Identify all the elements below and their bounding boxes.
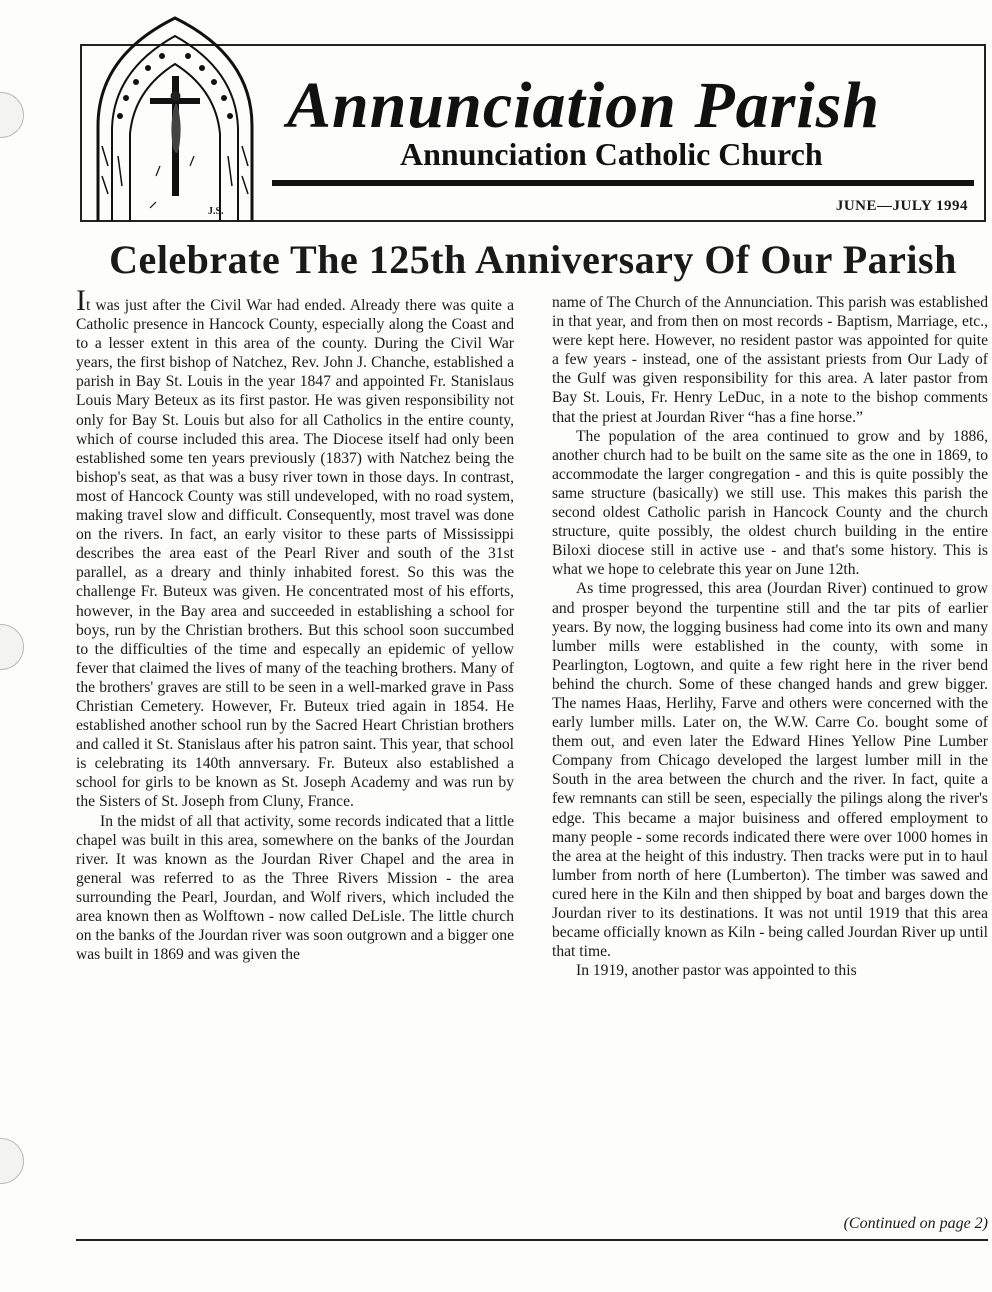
artist-initials: J.S. xyxy=(208,206,224,217)
article-headline: Celebrate The 125th Anniversary Of Our Parish xyxy=(109,237,957,282)
binder-hole xyxy=(0,1138,24,1184)
article-column-left xyxy=(76,284,514,964)
church-window-crucifix-illustration xyxy=(90,16,260,221)
masthead-divider xyxy=(272,180,974,186)
article-column-right xyxy=(552,293,988,980)
article-paragraph: The population of the area continued to grow and by 1886, another church had to be built on the same site as the one in 1869, to accommodate the larger congregation - and this is quite possibly the same structure (basically) we still use. This makes this parish the second oldest Catholic parish in Hancock County and the church structure, quite possibly, the oldest church building in the entire Biloxi diocese still in active use - and that's some history. This is what we hope to celebrate this year on June 12th. xyxy=(552,427,988,579)
bottom-rule xyxy=(76,1239,988,1241)
article-paragraph: In the midst of all that activity, some records indicated that a little chapel was built in this area, somewhere on the banks of the Jourdan river. It was known as the Jourdan River Chapel and the area in general was referred to as the Three Rivers Mission - the area surrounding the Pearl, Jourdan, and Wolf rivers, which included the area known then as Wolftown - now called DeLisle. The little church on the banks of the Jourdan river was soon outgrown and a bigger one was built in 1869 and was given the xyxy=(76,812,514,964)
masthead xyxy=(80,44,986,222)
drop-cap: I xyxy=(76,284,86,317)
article-paragraph: As time progressed, this area (Jourdan River) continued to grow and prosper beyond the turpentine still and the tar pits of earlier years. By now, the logging business had come into its own and many lumber mills were established in the county, with some in Pearlington, Logtown, and quite a few right here in the river bend behind the church. Some of these changed hands and grew bigger. The names Haas, Herlihy, Farve and others were concerned with the early lumber mills. Later on, the W.W. Carre Co. bought some of them out, and even later the Edward Hines Yellow Pine Lumber Company from Chicago developed the largest lumber mill in the South in the area between the church and the river. In fact, quite a few remnants can still be seen, especially the pilings along the river's edge. This became a major buisiness and offered employment to many people - some records indicated there were over 1000 homes in the area at the height of this industry. Then tracks were put in to haul lumber from north of here (Lumberton). The timber was sawed and cured here in the Kiln and then shipped by boat and barges down the Jourdan river to its destinations. It was not until 1919 that this area became officially known as Kiln - being called Jourdan River up until that time. xyxy=(552,580,988,961)
publication-title: Annunciation Parish xyxy=(287,69,881,142)
publication-subtitle: Annunciation Catholic Church xyxy=(400,136,823,172)
binder-hole xyxy=(0,92,24,138)
article-paragraph: name of The Church of the Annunciation. This parish was established in that year, and from then on most records - Baptism, Marriage, etc., were kept here. However, no resident pastor was appointed for quite a few years - instead, one of the assistant priests from Our Lady of the Gulf was given responsibility for this area. A later pastor from Bay St. Louis, Fr. Henry LeDuc, in a note to the bishop comments that the priest at Jourdan River “has a fine horse.” xyxy=(552,294,988,426)
binder-hole xyxy=(0,624,24,670)
article-paragraph: In 1919, another pastor was appointed to this xyxy=(576,962,857,980)
article-paragraph: It was just after the Civil War had ended. Already there was quite a Catholic presence in Hancock County, especially along the Coast and to a lesser extent in this area of the county. During the Civil War years, the first bishop of Natchez, Rev. John J. Chanche, established a parish in Bay St. Louis in the year 1847 and appointed Fr. Stanislaus Louis Mary Beteux as its first pastor. He was given responsibility not only for Bay St. Louis but also for all Catholics in the entire county, which of course included this area. The Diocese itself had only been established some ten years previously (1837) with Natchez being the bishop's seat, as that was a busy river town in those days. In contrast, most of Hancock County was still undeveloped, with no road system, making travel slow and difficult. Consequently, most travel was done on the rivers. In fact, an early visitor to these parts of Mississippi describes the area east of the Pearl River and south of the 31st parallel, as a dreary and thinly inhabited forest. So this was the challenge Fr. Buteux was given. He concentrated most of his efforts, however, in the Bay area and succeeded in establishing a school for boys, run by the Christian brothers. But this school soon succumbed to the difficulties of the time and especally an epidemic of yellow fever that claimed the lives of many of the teaching brothers. Many of the brothers' graves are still to be seen in a well-marked grave in Pass Christian Cemetery. However, Fr. Buteux tried again in 1854. He established another school run by the Sacred Heart Christian brothers and called it St. Stanislaus after his patron saint. This year, that school is celebrating its 140th annversary. Fr. Buteux also established a school for girls to be known as St. Joseph Academy and was run by the Sisters of St. Joseph from Cluny, France. xyxy=(76,284,514,811)
continued-note: (Continued on page 2) xyxy=(843,1215,988,1232)
issue-date: JUNE—JULY 1994 xyxy=(835,198,968,214)
